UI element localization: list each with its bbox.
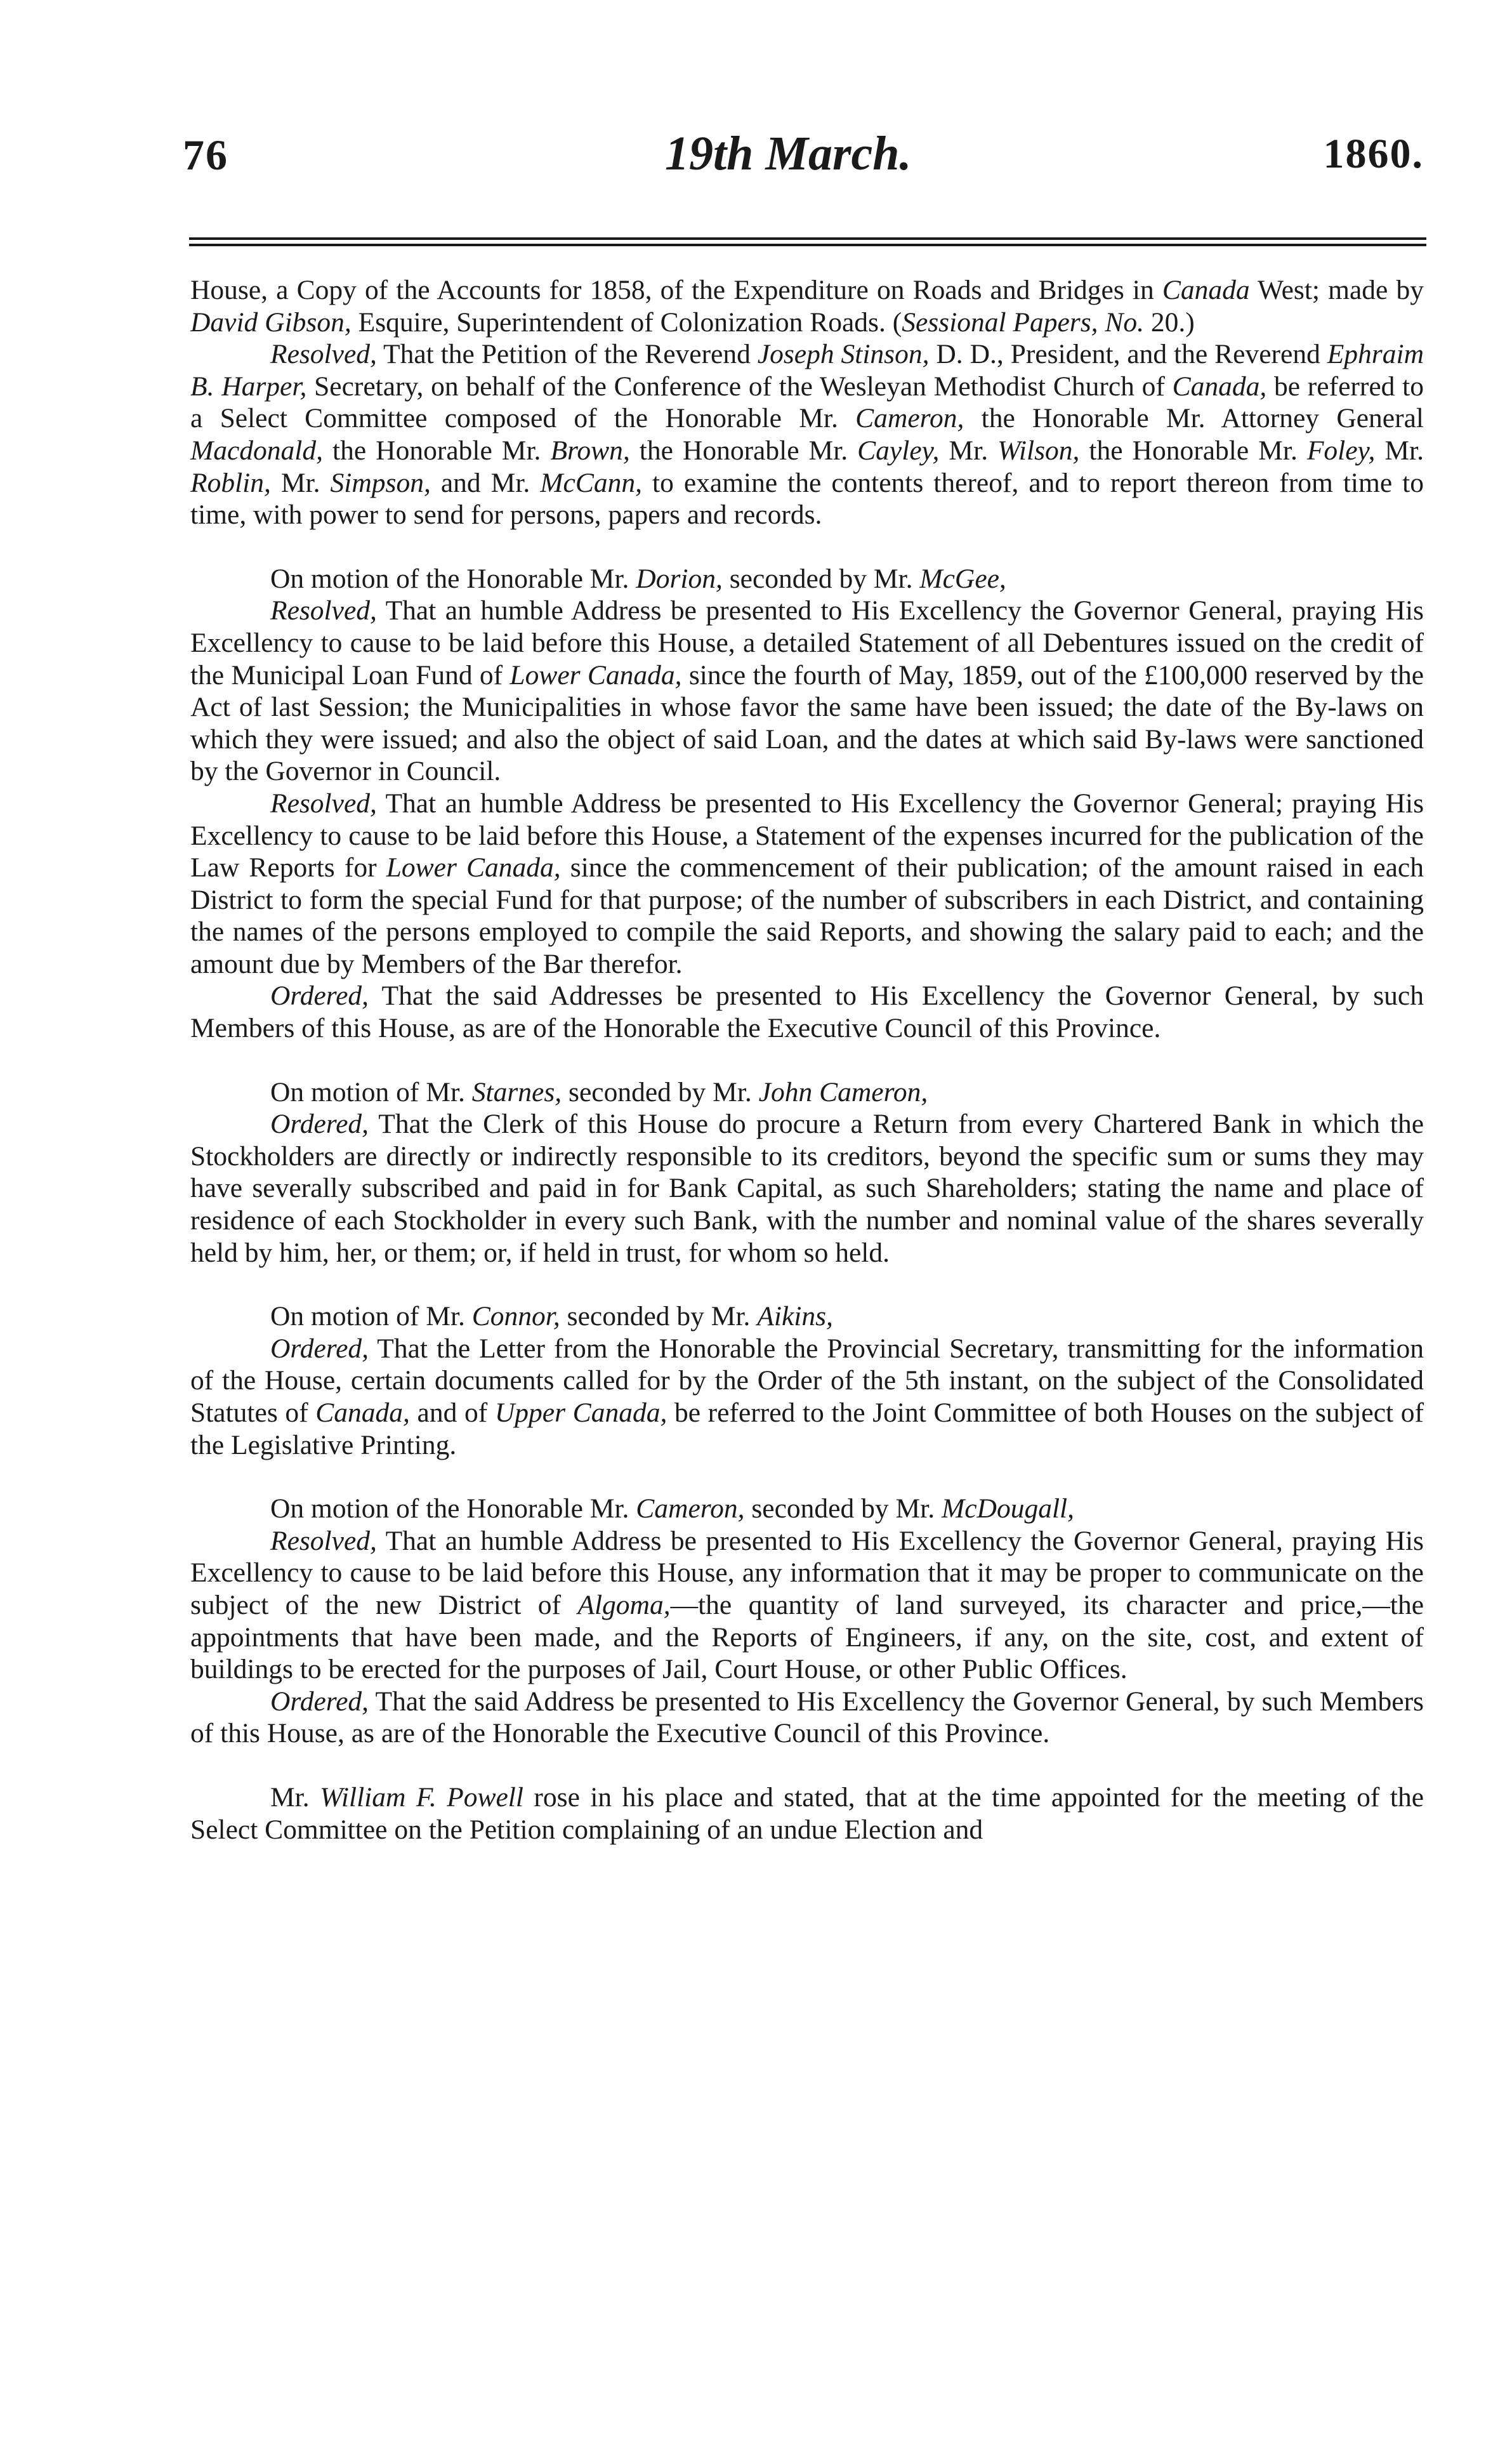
text-run: —the quantity of land surveyed, its character and price,—the appointments that have been made, and the Reports of Engineers, if any, on the site, cost, and extent of buildings to be erected for the purposes of Jail, Court House, or other Public Offices. bbox=[190, 1589, 1424, 1685]
text-run: since the commencement of their publication; of the amount raised in each District to form the special Fund for that purpose; of the number of subscribers in each District, and containing the names of the persons employed to compile the said Reports, and showing the salary paid to each; and the amount due by Members of the Bar therefor. bbox=[190, 852, 1424, 979]
text-run: That an humble Address be presented to His Excellency the Governor General, praying His Excellency to cause to be laid before this House, any information that it may be proper to communicate on the subject of the new District of bbox=[190, 1525, 1424, 1620]
text-run: On motion of the Honorable Mr. bbox=[270, 563, 636, 594]
text-run: be referred to the Joint Committee of both Houses on the subject of the Legislative Printing. bbox=[190, 1397, 1424, 1460]
italic-run: Resolved, bbox=[270, 339, 377, 370]
text-run: On motion of the Honorable Mr. bbox=[270, 1493, 636, 1524]
paragraph-p8 bbox=[190, 1108, 1424, 1269]
text-run: the Honorable Mr. bbox=[1079, 435, 1307, 466]
italic-run: William F. Powell bbox=[320, 1781, 523, 1813]
italic-run: Joseph Stinson, bbox=[757, 339, 930, 370]
text-run: be referred to a Select Committee composed of the Honorable Mr. bbox=[190, 371, 1424, 434]
paragraph-p5 bbox=[190, 788, 1424, 981]
text-run: Secretary, on behalf of the Conference of the Wesleyan Methodist Church of bbox=[306, 371, 1173, 402]
paragraph-p4 bbox=[190, 595, 1424, 788]
text-run: That the said Addresses be presented to His Excellency the Governor General, by such Members of this House, as are of the Honorable the Executive Council of this Province. bbox=[190, 981, 1424, 1044]
paragraph-p12 bbox=[190, 1525, 1424, 1686]
paragraph-p14 bbox=[190, 1781, 1424, 1846]
text-run: House, a Copy of the Accounts for 1858, of the Expenditure on Roads and Bridges in bbox=[190, 275, 1162, 305]
italic-run: Macdonald, bbox=[190, 435, 324, 466]
text-run: seconded by Mr. bbox=[744, 1493, 942, 1524]
italic-run: Lower Canada, bbox=[509, 659, 682, 690]
header-rule-top bbox=[189, 237, 1426, 240]
italic-run: Dorion, bbox=[636, 563, 723, 594]
page-header bbox=[183, 127, 1428, 187]
italic-run: Lower Canada, bbox=[386, 852, 561, 883]
italic-run: Cayley, bbox=[857, 435, 940, 466]
text-run: seconded by Mr. bbox=[562, 1076, 759, 1107]
italic-run: Sessional Papers, No. bbox=[902, 307, 1145, 338]
paragraph-p13 bbox=[190, 1686, 1424, 1750]
text-run: seconded by Mr. bbox=[560, 1301, 758, 1332]
italic-run: Starnes, bbox=[471, 1076, 562, 1107]
paragraph-p11 bbox=[190, 1493, 1424, 1525]
text-run: On motion of Mr. bbox=[270, 1301, 472, 1332]
italic-run: Canada, bbox=[315, 1397, 410, 1428]
paragraph-p2 bbox=[190, 338, 1424, 531]
paragraph-p3 bbox=[190, 563, 1424, 595]
text-run: Mr. bbox=[270, 1781, 320, 1813]
italic-run: McGee, bbox=[919, 563, 1006, 594]
running-title-year: 1860. bbox=[1323, 131, 1424, 177]
header-rule-bottom bbox=[189, 244, 1426, 246]
text-run: On motion of Mr. bbox=[270, 1076, 472, 1107]
text-run: the Honorable Mr. bbox=[629, 435, 858, 466]
italic-run: Foley, bbox=[1306, 435, 1376, 466]
running-title-date: 19th March. bbox=[665, 127, 912, 180]
paragraph-p1 bbox=[190, 274, 1424, 338]
text-run: Mr. bbox=[939, 435, 998, 466]
italic-run: Connor, bbox=[471, 1301, 560, 1332]
text-run: 20.) bbox=[1144, 307, 1195, 338]
text-run: That the Petition of the Reverend bbox=[376, 339, 758, 370]
italic-run: Ordered, bbox=[270, 1333, 369, 1364]
text-run: to examine the contents thereof, and to report thereon from time to time, with power to send for persons, papers and records. bbox=[190, 467, 1424, 531]
italic-run: Roblin, bbox=[190, 467, 271, 498]
italic-run: Algoma, bbox=[577, 1589, 671, 1620]
text-run: and Mr. bbox=[430, 467, 541, 498]
paragraph-p7 bbox=[190, 1076, 1424, 1109]
text-run: That the Clerk of this House do procure a Return from every Chartered Bank in which the Stockholders are directly or indirectly responsible to its creditors, beyond the specific sum or sums they may have severally subscribed and paid in for Bank Capital, as such Shareholders; stating the name and place of residence of each Stockholder in every such Bank, with the number and nominal value of the shares severally held by him, her, or them; or, if held in trust, for whom so held. bbox=[190, 1109, 1424, 1268]
italic-run: Canada bbox=[1162, 275, 1250, 305]
text-run: That the Letter from the Honorable the Provincial Secretary, transmitting for the information of the House, certain documents called for by the Order of the 5th instant, on the subject of the Consolidated Statutes of bbox=[190, 1333, 1424, 1428]
italic-run: David Gibson, bbox=[190, 307, 352, 338]
text-run: the Honorable Mr. bbox=[323, 435, 551, 466]
text-run: West; made by bbox=[1249, 275, 1424, 305]
italic-run: Upper Canada, bbox=[494, 1397, 667, 1428]
text-run: That an humble Address be presented to His Excellency the Governor General; praying His Excellency to cause to be laid before this House, a Statement of the expenses incurred for the publication of the Law Reports for bbox=[190, 788, 1424, 883]
italic-run: Aikins, bbox=[757, 1301, 833, 1332]
paragraph-p6 bbox=[190, 980, 1424, 1044]
text-run: Esquire, Superintendent of Colonization Roads. ( bbox=[351, 307, 902, 338]
italic-run: McDougall, bbox=[941, 1493, 1074, 1524]
italic-run: Brown, bbox=[550, 435, 630, 466]
page-number: 76 bbox=[183, 131, 228, 179]
paragraph-p9 bbox=[190, 1300, 1424, 1333]
italic-run: Canada, bbox=[1172, 371, 1267, 402]
italic-run: Cameron, bbox=[855, 403, 964, 434]
italic-run: Ephraim B. Harper, bbox=[190, 339, 1424, 402]
text-run: Mr. bbox=[270, 467, 331, 498]
journal-body bbox=[190, 274, 1424, 1846]
italic-run: Resolved, bbox=[270, 1525, 377, 1556]
text-run: the Honorable Mr. Attorney General bbox=[964, 403, 1424, 434]
italic-run: Cameron, bbox=[636, 1493, 745, 1524]
text-run: D. D., President, and the Reverend bbox=[929, 339, 1327, 370]
text-run: seconded by Mr. bbox=[722, 563, 920, 594]
italic-run: Ordered, bbox=[270, 1686, 369, 1717]
italic-run: John Cameron, bbox=[758, 1076, 928, 1107]
text-run: and of bbox=[409, 1397, 495, 1428]
text-run: That an humble Address be presented to His Excellency the Governor General, praying His Excellency to cause to be laid before this House, a detailed Statement of all Debentures issued on the credit of the Municipal Loan Fund of bbox=[190, 595, 1424, 690]
text-run: rose in his place and stated, that at the time appointed for the meeting of the Select Committee on the Petition complaining of an undue Election and bbox=[190, 1781, 1424, 1845]
italic-run: Resolved, bbox=[270, 595, 377, 626]
italic-run: Ordered, bbox=[270, 1109, 369, 1140]
italic-run: Resolved, bbox=[270, 788, 377, 819]
italic-run: Simpson, bbox=[330, 467, 431, 498]
italic-run: McCann, bbox=[540, 467, 642, 498]
italic-run: Wilson, bbox=[997, 435, 1080, 466]
text-run: Mr. bbox=[1375, 435, 1424, 466]
text-run: That the said Address be presented to His Excellency the Governor General, by such Members of this House, as are of the Honorable the Executive Council of this Province. bbox=[190, 1686, 1424, 1749]
paragraph-p10 bbox=[190, 1333, 1424, 1461]
italic-run: Ordered, bbox=[270, 981, 369, 1012]
text-run: since the fourth of May, 1859, out of the £100,000 reserved by the Act of last Session; the Municipalities in whose favor the same have been issued; the date of the By-laws on which they were issued; and also the object of said Loan, and the dates at which said By-laws were sanctioned by the Governor in Council. bbox=[190, 659, 1424, 787]
